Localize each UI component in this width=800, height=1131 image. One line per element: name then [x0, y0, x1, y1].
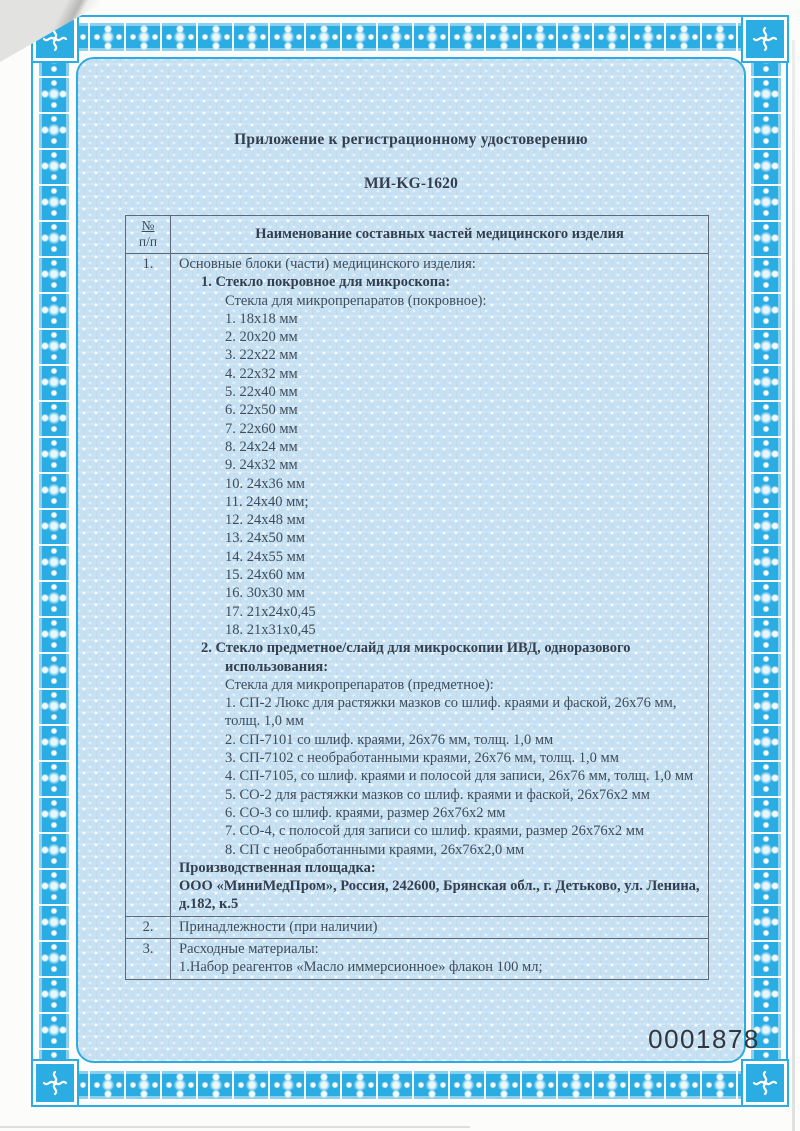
table-line: Стекла для микропрепаратов (предметное): [225, 676, 494, 693]
table-line: 1. СП-2 Люкс для растяжки мазков со шлиф. краями и фаской, 26х76 мм, толщ. 1,0 мм [225, 695, 677, 730]
ornamental-border-top [54, 21, 764, 53]
table-line: 16. 30х30 мм [225, 585, 305, 602]
table-line: 7. 22х60 мм [225, 420, 298, 437]
document-title: Приложение к регистрационному удостоверению [234, 131, 588, 148]
col-header-num [126, 216, 171, 253]
serial-number: 0001878 [648, 1024, 760, 1054]
table-line: 1. 18х18 мм [225, 310, 298, 327]
components-table [125, 215, 709, 980]
table-line: Стекла для микропрепаратов (покровное): [225, 292, 487, 309]
row-number: 2. [126, 917, 171, 938]
scan-edge-shadow-right [792, 40, 795, 1131]
ornamental-border-bottom [54, 1069, 764, 1101]
border-corner-ornament [743, 17, 787, 61]
document-panel [76, 57, 760, 1063]
row-content [171, 917, 708, 938]
table-line: 3. СП-7102 с необработанными краями, 26х76 мм, толщ. 1,0 мм [225, 750, 619, 767]
table-line: 15. 24х60 мм [225, 567, 305, 584]
table-header-row [126, 216, 708, 254]
table-line: Расходные материалы: [179, 940, 319, 957]
col-header-name: Наименование составных частей медицинского изделия [255, 226, 624, 243]
table-line: 12. 24х48 мм [225, 512, 305, 529]
table-line: 7. СО-4, с полосой для записи со шлиф. краями, размер 26х76х2 мм [225, 823, 645, 840]
scroll-ornament-icon [750, 1068, 780, 1098]
table-line: 8. 24х24 мм [225, 438, 298, 455]
table-line: Производственная площадка: [179, 859, 376, 876]
table-line: 3. 22х22 мм [225, 347, 298, 364]
row-number: 3. [126, 939, 171, 979]
table-line: 1.Набор реагентов «Масло иммерсионное» флакон 100 мл; [179, 959, 543, 976]
table-line: 8. СП с необработанными краями, 26х76х2,0 мм [225, 841, 525, 858]
table-line: 14. 24х55 мм [225, 548, 305, 565]
col-header-num-sign: № [141, 218, 155, 233]
ornamental-border-left [37, 40, 71, 1083]
table-line: Основные блоки (части) медицинского изделия: [179, 256, 476, 272]
table-line: 9. 24х32 мм [225, 457, 298, 474]
table-line: 5. СО-2 для растяжки мазков со шлиф. краями и фаской, 26х76х2 мм [225, 786, 650, 803]
table-line: 6. СО-3 со шлиф. краями, размер 26х76х2 мм [225, 804, 506, 821]
table-row [126, 254, 708, 917]
table-line: 6. 22х50 мм [225, 402, 298, 419]
table-line: 2. СП-7101 со шлиф. краями, 26х76 мм, толщ. 1,0 мм [225, 731, 554, 748]
scan-edge-shadow-bottom [0, 1126, 470, 1128]
table-line: 11. 24х40 мм; [225, 493, 309, 510]
row-content [171, 254, 708, 916]
table-line: 10. 24х36 мм [225, 475, 305, 492]
table-line: 17. 21х24х0,45 [225, 603, 316, 620]
table-line: 18. 21х31х0,45 [225, 621, 316, 638]
table-line: ООО «МиниМедПром», Россия, 242600, Брянская обл., г. Детьково, ул. Ленина, д.182, к.5 [179, 878, 700, 913]
document-number: МИ-KG-1620 [363, 175, 459, 192]
table-line: 5. 22х40 мм [225, 384, 298, 401]
row-content [171, 939, 708, 979]
table-row [126, 917, 708, 939]
table-line: 2. Стекло предметное/слайд для микроскопии ИВД, одноразового использования: [201, 640, 631, 675]
table-line: 13. 24х50 мм [225, 530, 305, 547]
table-line: 1. Стекло покровное для микроскопа: [201, 274, 451, 291]
table-row [126, 939, 708, 979]
table-line: 4. СП-7105, со шлиф. краями и полосой для записи, 26х76 мм, толщ. 1,0 мм [225, 768, 694, 785]
ornamental-border-right [749, 40, 783, 1083]
border-corner-ornament [743, 1061, 787, 1105]
col-header-num-sub: п/п [138, 234, 158, 249]
table-line: 2. 20х20 мм [225, 329, 298, 346]
scroll-ornament-icon [40, 1068, 70, 1098]
table-line: Принадлежности (при наличии) [179, 918, 378, 935]
scroll-ornament-icon [750, 24, 780, 54]
table-line: 4. 22х32 мм [225, 365, 298, 382]
border-corner-ornament [33, 1061, 77, 1105]
row-number: 1. [126, 254, 171, 916]
